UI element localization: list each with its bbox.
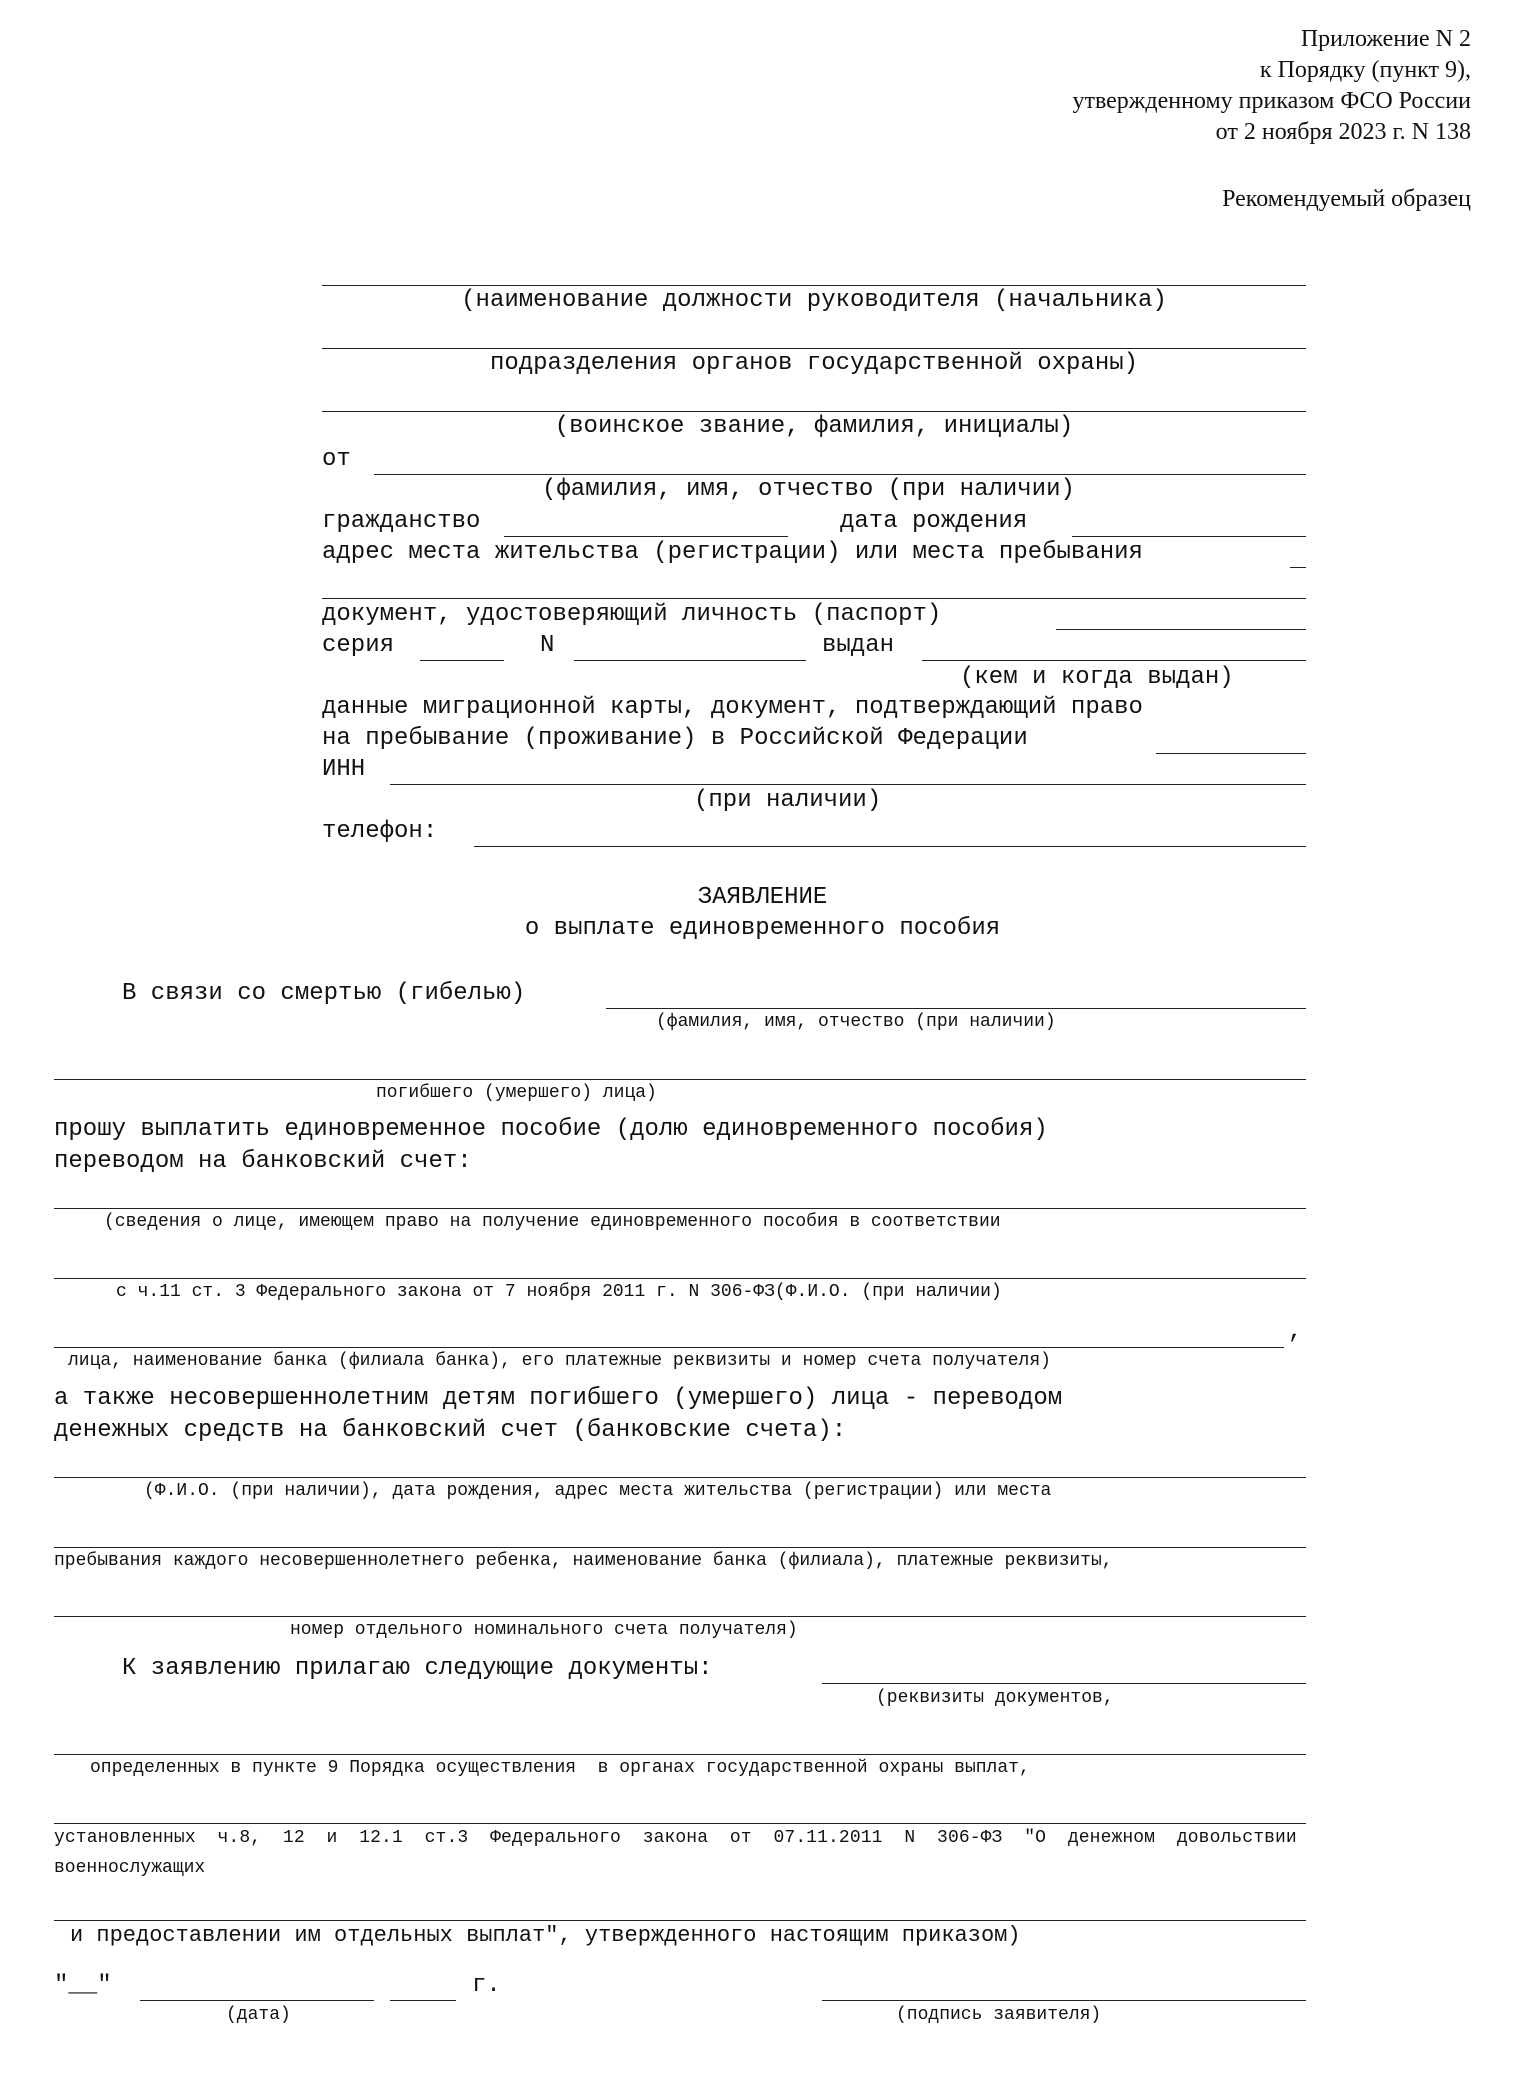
recipient-field-1[interactable] <box>54 1208 1306 1209</box>
attach-field-3[interactable] <box>54 1823 1306 1824</box>
citizenship-label: гражданство <box>322 508 481 535</box>
document-title: ЗАЯВЛЕНИЕ <box>697 884 828 911</box>
attach-hint-2: определенных в пункте 9 Порядка осуществления в органах государственной охраны выплат, <box>90 1758 1030 1778</box>
header-line-2: к Порядку (пункт 9), <box>1259 57 1471 83</box>
issued-hint: (кем и когда выдан) <box>960 664 1234 691</box>
addressee-hint-3: (воинское звание, фамилия, инициалы) <box>554 413 1074 440</box>
addressee-hint-2: подразделения органов государственной охраны) <box>489 350 1139 377</box>
death-label: В связи со смертью (гибелью) <box>122 980 526 1007</box>
children-field-1[interactable] <box>54 1477 1306 1478</box>
date-hint: (дата) <box>226 2005 291 2025</box>
addressee-hint-1: (наименование должности руководителя (начальника) <box>461 287 1167 314</box>
recipient-field-3[interactable] <box>54 1347 1284 1348</box>
attach-field-4[interactable] <box>54 1920 1306 1921</box>
attach-hint-1: (реквизиты документов, <box>876 1688 1114 1708</box>
deceased-name-field-2[interactable] <box>54 1079 1306 1080</box>
attach-field-2[interactable] <box>54 1754 1306 1755</box>
signature-field[interactable] <box>822 2000 1306 2001</box>
children-hint-3: номер отдельного номинального счета получателя) <box>290 1620 798 1640</box>
recipient-hint-3: лица, наименование банка (филиала банка), его платежные реквизиты и номер счета получателя) <box>68 1351 1051 1371</box>
attach-hint-5: и предоставлении им отдельных выплат", утвержденного настоящим приказом) <box>70 1923 1021 1948</box>
attach-hint-4: военнослужащих <box>54 1858 206 1878</box>
addressee-line-2[interactable] <box>322 348 1306 349</box>
attach-field-1[interactable] <box>822 1683 1306 1684</box>
addressee-line-1[interactable] <box>322 285 1306 286</box>
death-hint-2: погибшего (умершего) лица) <box>376 1083 657 1103</box>
request-line-1: прошу выплатить единовременное пособие (долю единовременного пособия) <box>54 1116 1048 1143</box>
document-subtitle: о выплате единовременного пособия <box>524 915 1001 942</box>
citizenship-field[interactable] <box>504 536 788 537</box>
header-line-4: от 2 ноября 2023 г. N 138 <box>1215 119 1471 145</box>
recipient-hint-2: с ч.11 ст. 3 Федерального закона от 7 ноября 2011 г. N 306-ФЗ(Ф.И.О. (при наличии) <box>116 1282 1002 1302</box>
children-hint-2: пребывания каждого несовершеннолетнего ребенка, наименование банка (филиала), платежные реквизиты, <box>54 1551 1113 1571</box>
recipient-comma: , <box>1288 1318 1303 1345</box>
phone-field[interactable] <box>474 846 1306 847</box>
addressee-line-3[interactable] <box>322 411 1306 412</box>
children-hint-1: (Ф.И.О. (при наличии), дата рождения, адрес места жительства (регистрации) или места <box>144 1481 1052 1501</box>
address-label: адрес места жительства (регистрации) или места пребывания <box>322 539 1143 566</box>
birthdate-field[interactable] <box>1072 536 1306 537</box>
sample-label: Рекомендуемый образец <box>1222 186 1471 212</box>
id-doc-field[interactable] <box>1056 629 1306 630</box>
number-field[interactable] <box>574 660 806 661</box>
series-field[interactable] <box>420 660 504 661</box>
document-header <box>1072 24 1471 148</box>
from-hint: (фамилия, имя, отчество (при наличии) <box>542 476 1075 503</box>
date-year-field[interactable] <box>390 2000 456 2001</box>
attach-label: К заявлению прилагаю следующие документы: <box>122 1655 713 1682</box>
issued-field[interactable] <box>922 660 1306 661</box>
children-field-2[interactable] <box>54 1547 1306 1548</box>
attach-hint-3: установленных ч.8, 12 и 12.1 ст.3 Федерального закона от 07.11.2011 N 306-ФЗ "О денежном довольствии <box>54 1828 1297 1848</box>
recipient-hint-1: (сведения о лице, имеющем право на получение единовременного пособия в соответствии <box>104 1212 1001 1232</box>
children-line-1: а также несовершеннолетним детям погибшего (умершего) лица - переводом <box>54 1385 1063 1412</box>
migration-line-2: на пребывание (проживание) в Российской Федерации <box>322 725 1028 752</box>
migration-line-1: данные миграционной карты, документ, подтверждающий право <box>322 694 1143 721</box>
phone-label: телефон: <box>322 818 438 845</box>
recipient-field-2[interactable] <box>54 1278 1306 1279</box>
birthdate-label: дата рождения <box>840 508 1028 535</box>
date-month-field[interactable] <box>140 2000 374 2001</box>
signature-hint: (подпись заявителя) <box>896 2005 1102 2025</box>
inn-hint: (при наличии) <box>694 787 882 814</box>
from-field[interactable] <box>374 474 1306 475</box>
series-label: серия <box>322 632 395 659</box>
from-label: от <box>322 446 351 473</box>
issued-label: выдан <box>822 632 895 659</box>
number-label: N <box>540 632 555 659</box>
migration-field[interactable] <box>1156 753 1306 754</box>
inn-label: ИНН <box>322 756 366 783</box>
date-quote: "__" <box>54 1972 112 1999</box>
address-field[interactable] <box>322 598 1306 599</box>
header-line-3: утвержденному приказом ФСО России <box>1072 88 1471 114</box>
address-field-tail[interactable] <box>1290 567 1306 568</box>
deceased-name-field[interactable] <box>606 1008 1306 1009</box>
children-line-2: денежных средств на банковский счет (банковские счета): <box>54 1417 847 1444</box>
death-hint-1: (фамилия, имя, отчество (при наличии) <box>656 1012 1056 1032</box>
id-doc-label: документ, удостоверяющий личность (паспорт) <box>322 601 942 628</box>
children-field-3[interactable] <box>54 1616 1306 1617</box>
header-line-1: Приложение N 2 <box>1300 26 1471 52</box>
request-line-2: переводом на банковский счет: <box>54 1148 472 1175</box>
year-mark: г. <box>472 1972 501 1999</box>
inn-field[interactable] <box>390 784 1306 785</box>
